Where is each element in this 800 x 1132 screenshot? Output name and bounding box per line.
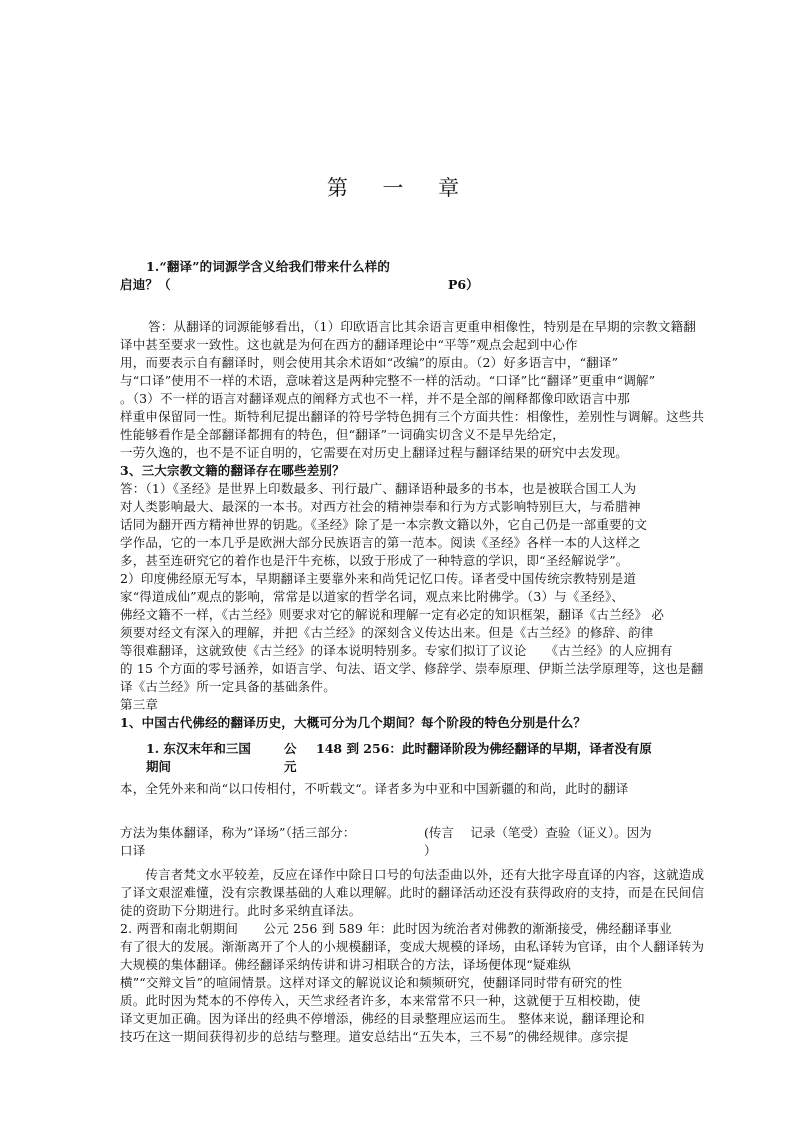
answer-3-line: 多，甚至连研究它的着作也是汗牛充栋，以致于形成了一种特意的学识，即“圣经解说学”。 <box>120 553 629 568</box>
answer-1-line: 与“口译”使用不一样的术语，意味着这是两种完整不一样的活动。“口译”比“翻译”更重申“调解” <box>120 373 656 388</box>
period-1-line3-right: (传言 记录（笔受）查验（证义）。因为 <box>424 825 652 840</box>
answer-3-line: 学作品，它的一本几乎是欧洲大部分民族语言的第一范本。阅读《圣经》各样一本的人这样之 <box>120 535 641 550</box>
answer-3-line: 话同为翻开西方精神世界的钥匙。《圣经》除了是一本宗教文籍以外，它自己仍是一部重要的文 <box>120 517 648 532</box>
answer-3-line: 的 15 个方面的零号涵养，如语言学、句法、语文学、修辞学、崇奉原理、伊斯兰法学原理等，这也是翻 <box>120 661 704 676</box>
period-1-line4-right: ） <box>424 843 437 858</box>
chapter-title: 第 一 章 <box>326 176 474 200</box>
question-3: 3、三大宗教文籍的翻译存在哪些差别？ <box>120 463 345 478</box>
answer-1-line: 答：从翻译的词源能够看出，（1）印欧语言比其余语言更重申相像性，特别是在早期的宗教文籍翻 <box>148 319 697 334</box>
answer-1-line: 性能够看作是全部翻译都拥有的特色，但“翻译”一词确实切含义不是早先给定， <box>120 427 565 442</box>
answer-3-line: 家“得道成仙”观点的影响，常常是以道家的哲学名词，观点来比附佛学。（3）与《圣经》、 <box>120 589 625 604</box>
period-1-gong: 公 <box>284 741 297 756</box>
period-2-line: 2. 两晋和南北朝期间 公元 256 到 589 年：此时因为统治者对佛教的渐渐接受，佛经翻译事业 <box>120 921 673 936</box>
question-1-page-ref: P6） <box>448 277 479 292</box>
period-1-yuan: 元 <box>284 759 297 774</box>
period-1-line4: 口译 <box>120 843 146 858</box>
period-1-text: 148 到 256：此时翻译阶段为佛经翻译的早期，译者没有原 <box>316 741 652 756</box>
answer-3-line: 须要对经文有深入的理解，并把《古兰经》的深刻含义传达出来。但是《古兰经》的修辞、韵律 <box>120 625 654 640</box>
period-2-line: 有了很大的发展。渐渐离开了个人的小规模翻译，变成大规模的译场，由私译转为官译，由个人翻译转为 <box>120 939 705 954</box>
chapter-3-question: 1、中国古代佛经的翻译历史，大概可分为几个期间？每个阶段的特色分别是什么？ <box>120 715 587 730</box>
period-2-line: 质。此时因为梵本的不停传入，天竺求经者许多，本来常常不只一种，这就便于互相校勘，使 <box>120 993 641 1008</box>
question-1-line1: 1.“翻译”的词源学含义给我们带来什么样的 <box>146 259 391 274</box>
question-1-line2: 启迪？（ <box>120 277 171 292</box>
answer-3-line: 等很难翻译，这就致使《古兰经》的译本说明特别多。专家们拟订了议论 《古兰经》的人应拥有 <box>120 643 673 658</box>
period-1-para-line: 传言者梵文水平较差，反应在译作中除日口号的句法歪曲以外，还有大批字母直译的内容，这就造成 <box>120 867 705 882</box>
period-2-line: 大规模的集体翻译。佛经翻译采纳传讲和讲习相联合的方法，译场便体现“疑难纵 <box>120 957 572 972</box>
chapter-3-label: 第三章 <box>120 697 159 712</box>
answer-3-line: 佛经文籍不一样，《古兰经》则要求对它的解说和理解一定有必定的知识框架，翻译《古兰经》 必 <box>120 607 665 622</box>
period-2-line: 技巧在这一期间获得初步的总结与整理。道安总结出“五失本，三不易”的佛经规律。彦宗提 <box>120 1029 629 1044</box>
answer-3-line: 译《古兰经》所一定具备的基础条件。 <box>120 679 336 694</box>
period-1-line2: 本，全凭外来和尚“以口传相付，不听载文“。译者多为中亚和中国新疆的和尚，此时的翻译 <box>120 781 629 796</box>
answer-1-line: 。（3）不一样的语言对翻译观点的阐释方式也不一样，并不是全部的阐释都像印欧语言中那 <box>120 391 630 406</box>
period-1-label: 1. 东汉末年和三国 <box>146 741 251 756</box>
period-2-line: 译文更加正确。因为译出的经典不停增添，佛经的目录整理应运而生。 整体来说，翻译理论和 <box>120 1011 645 1026</box>
answer-3-line: 2）印度佛经原无写本，早期翻译主要靠外来和尚凭记忆口传。译者受中国传统宗教特别是道 <box>120 571 637 586</box>
answer-3-line: 答：（1）《圣经》是世界上印数最多、刊行最广、翻译语种最多的书本，也是被联合国工人为 <box>120 481 637 496</box>
period-1-line3: 方法为集体翻译，称为”译场”（括三部分： <box>120 825 356 840</box>
answer-3-line: 对人类影响最大、最深的一本书。对西方社会的精神崇奉和行为方式影响特别巨大，与希腊神 <box>120 499 641 514</box>
answer-1-line: 样重申保留同一性。斯特利尼提出翻译的符号学特色拥有三个方面共性：相像性，差别性与调解。这些共 <box>120 409 705 424</box>
answer-1-line: 译中甚至要求一致性。这也就是为何在西方的翻译理论中“平等”观点会起到中心作 <box>120 337 578 352</box>
period-1-para-line: 徒的资助下分期进行。此时多采纳直译法。 <box>120 903 362 918</box>
answer-1-line: 一劳久逸的，也不是不证自明的，它需要在对历史上翻译过程与翻译结果的研究中去发现。 <box>120 445 629 460</box>
period-1-para-line: 了译文艰涩难懂，没有宗教课基础的人难以理解。此时的翻译活动还没有获得政府的支持，而是在民间信 <box>120 885 705 900</box>
period-2-line: 横”“交辩文旨”的喧闹情景。这样对译文的解说议论和频频研究，使翻译同时带有研究的性 <box>120 975 623 990</box>
period-1-label-cont: 期间 <box>146 759 172 774</box>
answer-1-line: 用，而要表示自有翻译时，则会使用其余术语如“改编”的原由。（2）好多语言中，“翻译” <box>120 355 619 370</box>
